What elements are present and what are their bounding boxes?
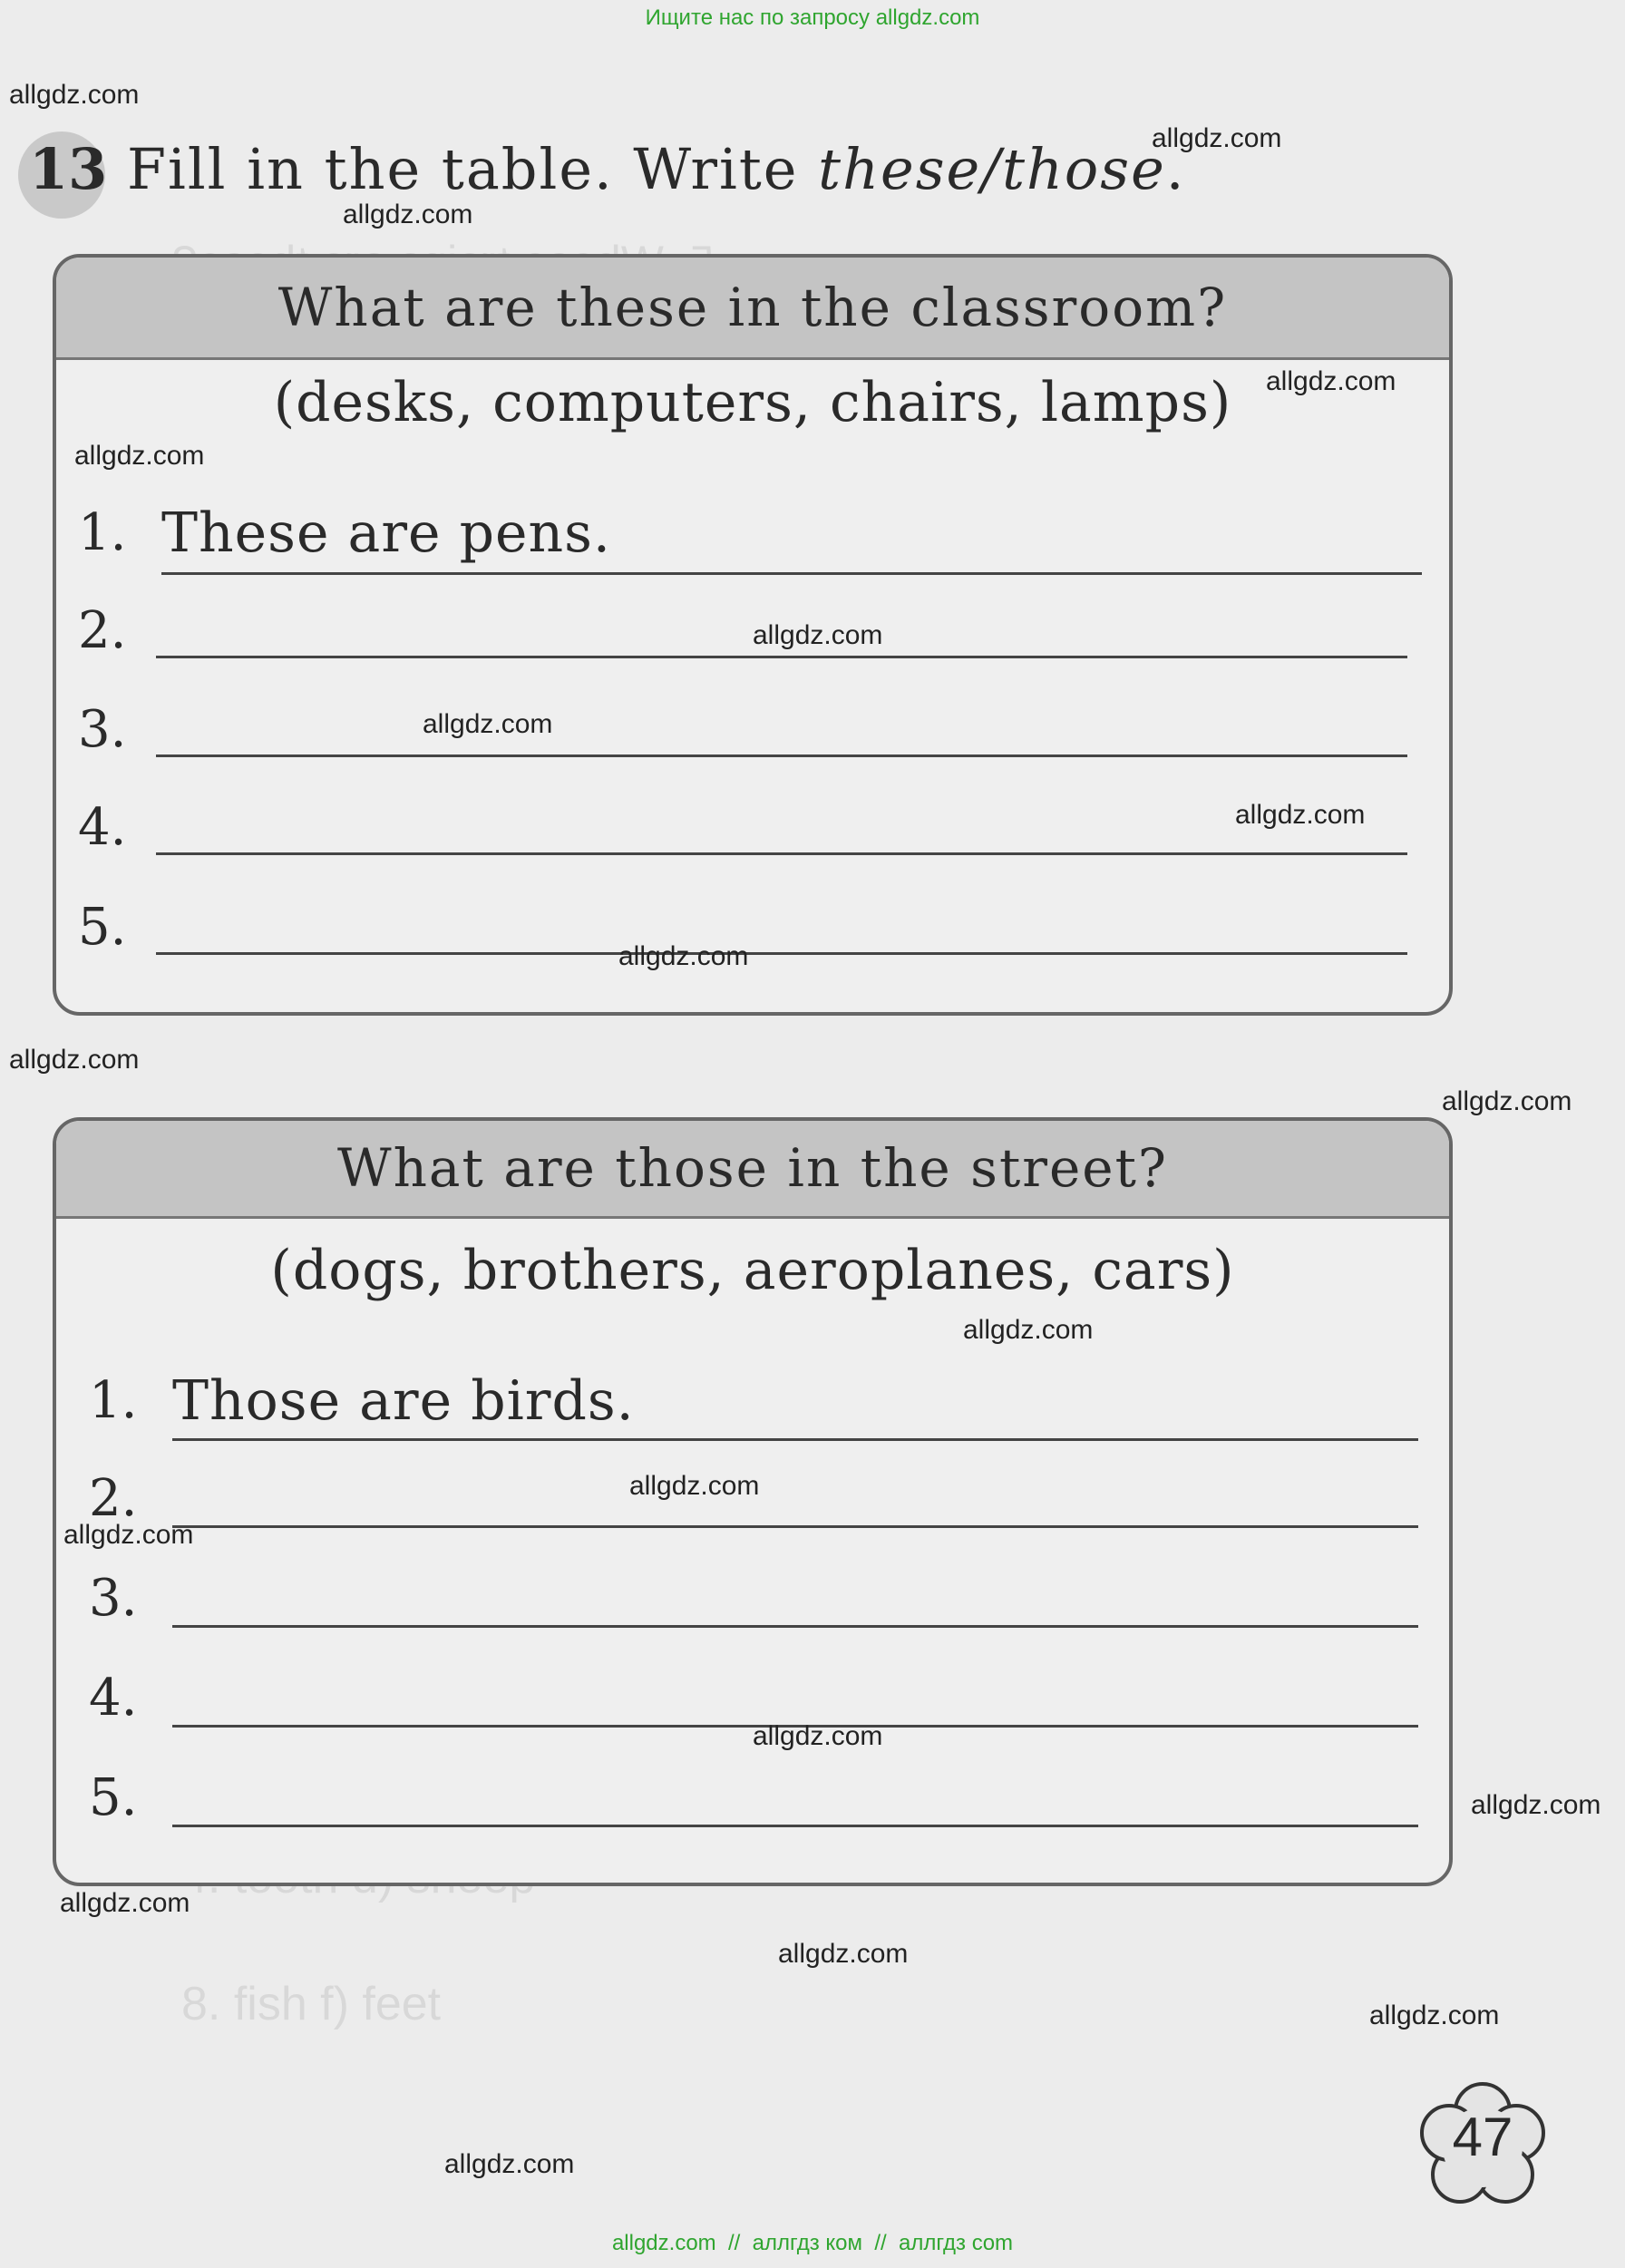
watermark: allgdz.com: [343, 200, 473, 229]
answer-line[interactable]: [172, 1438, 1418, 1441]
answer-line[interactable]: [172, 1625, 1418, 1628]
street-word-list: (dogs, brothers, aeroplanes, cars): [270, 1239, 1235, 1302]
page-number: 47: [1452, 2107, 1513, 2167]
answer-line[interactable]: [172, 1825, 1418, 1827]
watermark: allgdz.com: [1471, 1790, 1601, 1820]
row-number: 1.: [89, 1371, 138, 1430]
answer-line[interactable]: [172, 1525, 1418, 1528]
street-row-5: [56, 1763, 1449, 1845]
watermark: allgdz.com: [753, 1721, 883, 1751]
classroom-row-5: [56, 892, 1449, 974]
watermark: allgdz.com: [60, 1888, 190, 1918]
watermark: allgdz.com: [1369, 2000, 1500, 2030]
watermark: allgdz.com: [74, 441, 205, 471]
classroom-row-3: [56, 695, 1449, 776]
answer-line[interactable]: [156, 852, 1407, 855]
watermark: allgdz.com: [618, 941, 749, 971]
exercise-number: 13: [29, 136, 108, 202]
watermark: allgdz.com: [444, 2149, 575, 2179]
row-number: 2.: [78, 601, 127, 660]
top-banner[interactable]: Ищите нас по запросу allgdz.com: [645, 5, 980, 30]
street-row-3: [56, 1563, 1449, 1645]
classroom-row-1: [56, 498, 1449, 579]
answer-line[interactable]: [156, 656, 1407, 658]
answer-line[interactable]: [156, 754, 1407, 757]
exercise-title-plain: Fill in the table. Write: [127, 136, 819, 202]
watermark: allgdz.com: [9, 80, 140, 110]
watermark: allgdz.com: [9, 1045, 140, 1075]
row-number: 3.: [78, 700, 127, 759]
row-number: 4.: [89, 1669, 138, 1728]
street-table: [53, 1117, 1453, 1886]
row-number: 5.: [89, 1768, 138, 1827]
watermark: allgdz.com: [963, 1315, 1094, 1345]
exercise-title-italic: these/those: [818, 136, 1166, 202]
answer-line[interactable]: [161, 572, 1422, 575]
row-answer: Those are birds.: [172, 1369, 635, 1433]
exercise-title-end: .: [1165, 136, 1186, 202]
watermark: allgdz.com: [423, 709, 553, 739]
street-row-1: [56, 1366, 1449, 1447]
watermark: allgdz.com: [753, 620, 883, 650]
row-number: 5.: [78, 898, 127, 957]
watermark: allgdz.com: [1442, 1086, 1572, 1116]
exercise-title: [127, 136, 1186, 202]
bottom-banner[interactable]: allgdz.com // аллгдз ком // аллгдз com: [611, 2231, 1014, 2255]
watermark: allgdz.com: [1152, 123, 1282, 153]
row-number: 4.: [78, 798, 127, 857]
watermark: allgdz.com: [778, 1939, 909, 1969]
street-table-heading: What are those in the street?: [56, 1121, 1449, 1219]
row-number: 3.: [89, 1569, 138, 1628]
row-number: 2.: [89, 1469, 138, 1528]
answer-line[interactable]: [156, 952, 1407, 955]
watermark: allgdz.com: [1235, 800, 1366, 830]
watermark: allgdz.com: [629, 1471, 760, 1501]
show-through: 8. fish f) feet: [181, 1978, 442, 2030]
row-number: 1.: [78, 503, 127, 562]
classroom-word-list: (desks, computers, chairs, lamps): [273, 371, 1232, 434]
watermark: allgdz.com: [63, 1520, 194, 1550]
watermark: allgdz.com: [1266, 366, 1396, 396]
row-answer: These are pens.: [161, 501, 611, 565]
classroom-table-heading: What are these in the classroom?: [56, 258, 1449, 360]
